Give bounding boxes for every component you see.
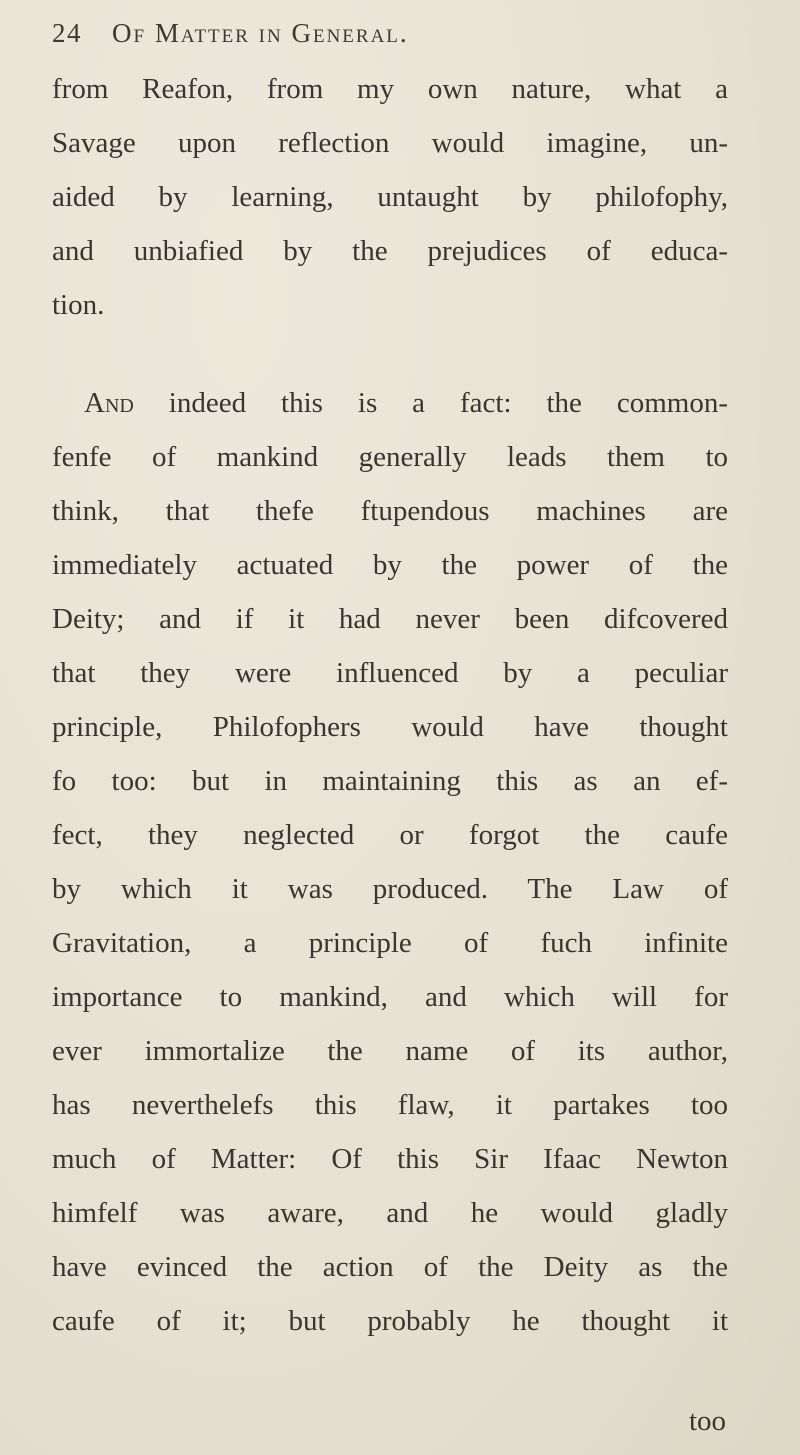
text-line: have evinced the action of the Deity as the xyxy=(52,1251,728,1283)
paragraph-lead-word: And xyxy=(84,387,134,419)
text-line: from Reafon, from my own nature, what a xyxy=(52,73,728,105)
text-line: tion. xyxy=(52,289,105,321)
catchword: too xyxy=(688,1405,726,1437)
text-line: Gravitation, a principle of fuch infinite xyxy=(52,927,728,959)
text-line: importance to mankind, and which will for xyxy=(52,981,728,1013)
text-line: Savage upon reflection would imagine, un- xyxy=(52,127,728,159)
page-number: 24 xyxy=(52,18,82,48)
text-line: fenfe of mankind generally leads them to xyxy=(52,441,728,473)
text-line: has neverthelefs this flaw, it partakes too xyxy=(52,1089,728,1121)
text-line: Deity; and if it had never been difcovered xyxy=(52,603,728,635)
text-line: aided by learning, untaught by philofophy, xyxy=(52,181,728,213)
text-line: fo too: but in maintaining this as an ef- xyxy=(52,765,728,797)
paragraph-new xyxy=(52,376,728,1348)
text-line: that they were influenced by a peculiar xyxy=(52,657,728,689)
text-line: caufe of it; but probably he thought it xyxy=(52,1305,728,1337)
paragraph-continued xyxy=(52,62,728,332)
text-line: himfelf was aware, and he would gladly xyxy=(52,1197,728,1229)
text-line: immediately actuated by the power of the xyxy=(52,549,728,581)
text-line: think, that thefe ftupendous machines are xyxy=(52,495,728,527)
text-line: fect, they neglected or forgot the caufe xyxy=(52,819,728,851)
text-line: principle, Philofophers would have thought xyxy=(52,711,728,743)
text-line: much of Matter: Of this Sir Ifaac Newton xyxy=(52,1143,728,1175)
text-line-first xyxy=(52,376,728,430)
text-line-rest: indeed this is a fact: the common- xyxy=(168,387,728,419)
text-line: by which it was produced. The Law of xyxy=(52,873,728,905)
running-title: Of Matter in General. xyxy=(112,18,409,48)
running-head xyxy=(52,18,772,58)
text-line: ever immortalize the name of its author, xyxy=(52,1035,728,1067)
text-line: and unbiafied by the prejudices of educa- xyxy=(52,235,728,267)
